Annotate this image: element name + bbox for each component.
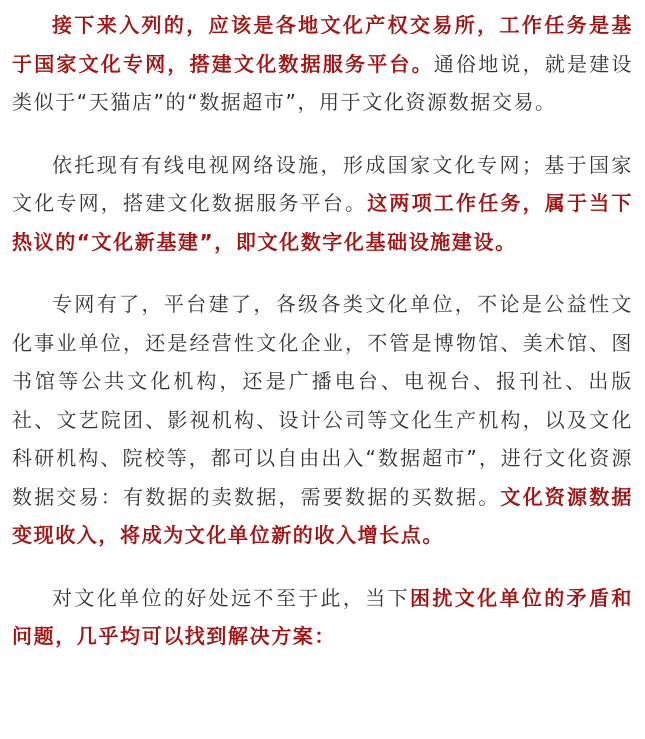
highlighted-text: 接下来入列的，应该是各地文化产权交易所，工作任务是基于国家文化专网，搭建文化数据服务平台。: [12, 13, 633, 76]
paragraph-4: [12, 579, 633, 656]
paragraph-2: [12, 146, 633, 262]
body-text: 通俗地说，就是建设类似于“天猫店”的“数据超市”，用于文化资源数据交易。: [12, 51, 633, 114]
body-text: 依托现有有线电视网络设施，形成国家文化专网；基于国家文化专网，搭建文化数据服务平台。: [12, 152, 633, 215]
body-text: 对文化单位的好处远不至于此，当下: [52, 585, 411, 610]
paragraph-3: [12, 285, 633, 555]
paragraph-1: [12, 6, 633, 122]
highlighted-text: 这两项工作任务，属于当下热议的“文化新基建”，即文化数字化基础设施建设。: [12, 191, 633, 254]
body-text: 专网有了，平台建了，各级各类文化单位，不论是公益性文化事业单位，还是经营性文化企业，不管是博物馆、美术馆、图书馆等公共文化机构，还是广播电台、电视台、报刊社、出版社、文艺院团、影视机构、设计公司等文化生产机构，以及文化科研机构、院校等，都可以自由出入“数据超市”，进行文化资源数据交易：有数据的卖数据，需要数据的买数据。: [12, 292, 633, 509]
highlighted-text: 文化资源数据变现收入，将成为文化单位新的收入增长点。: [12, 484, 633, 547]
highlighted-text: 困扰文化单位的矛盾和问题，几乎均可以找到解决方案：: [12, 585, 633, 648]
